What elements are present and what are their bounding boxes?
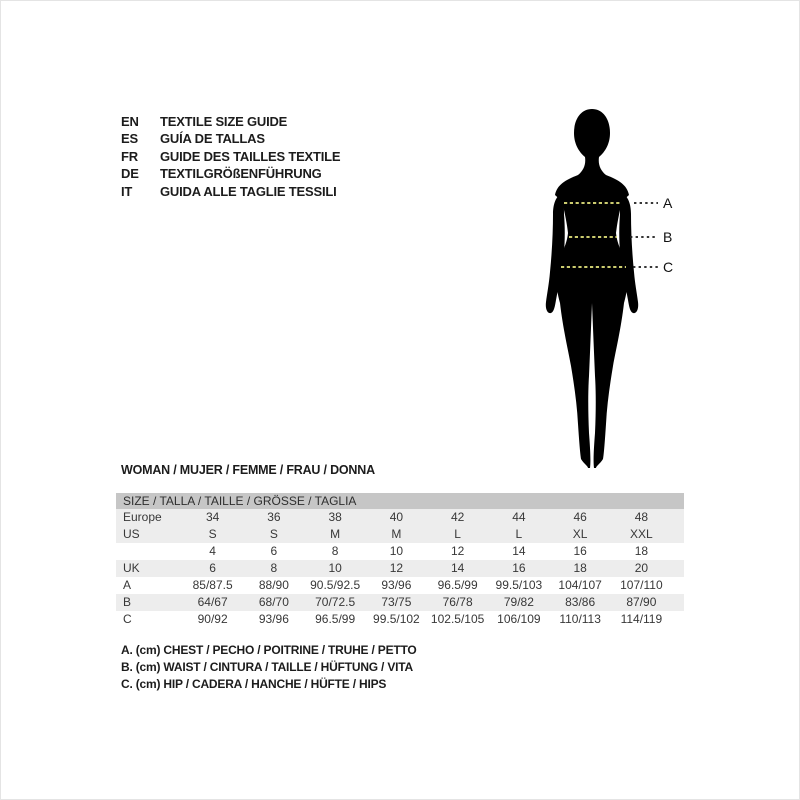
size-cell: 34 (205, 510, 220, 524)
size-cell: 40 (389, 510, 404, 524)
table-row-chest (116, 577, 684, 594)
size-cell: 12 (389, 561, 404, 575)
size-table-header: SIZE / TALLA / TAILLE / GRÖSSE / TAGLIA (116, 493, 684, 509)
size-cell: 79/82 (503, 595, 534, 609)
size-cell: 104/107 (558, 578, 602, 592)
measure-legend (121, 642, 417, 694)
measure-label-a: A (663, 195, 673, 211)
row-label: B (123, 595, 132, 609)
size-cell: 68/70 (258, 595, 289, 609)
language-label: TEXTILGRÖßENFÜHRUNG (160, 166, 322, 182)
language-label: GUIDE DES TAILLES TEXTILE (160, 148, 341, 164)
size-cell: 14 (512, 544, 526, 558)
size-cell: XXL (630, 527, 653, 541)
woman-silhouette (555, 109, 629, 468)
table-row-us-numeric (116, 543, 684, 560)
size-cell: 90.5/92.5 (310, 578, 361, 592)
size-cell: 6 (209, 561, 216, 575)
language-row (121, 165, 340, 182)
size-cell: 106/109 (497, 612, 541, 626)
size-cell: S (269, 527, 278, 541)
size-cell: 107/110 (620, 578, 663, 592)
table-row-us-letter (116, 526, 684, 543)
row-label (116, 543, 182, 560)
language-code: EN (121, 114, 139, 129)
table-row-uk (116, 560, 684, 577)
size-cell: 14 (450, 561, 465, 575)
size-cell: 102.5/105 (430, 612, 485, 626)
size-cell: 16 (512, 561, 526, 575)
table-row-europe (116, 509, 684, 526)
size-cell: 4 (209, 544, 216, 558)
size-cell: L (454, 527, 461, 541)
language-list (121, 113, 340, 200)
language-label: GUÍA DE TALLAS (160, 131, 265, 147)
size-cell: 90/92 (197, 612, 228, 626)
size-cell: 18 (634, 544, 649, 558)
size-cell: 114/119 (620, 612, 663, 626)
size-cell: 8 (270, 561, 278, 575)
size-cell: 96.5/99 (437, 578, 478, 592)
size-cell: 20 (634, 561, 649, 575)
language-row (121, 183, 340, 200)
language-row (121, 130, 340, 147)
size-cell: XL (572, 527, 588, 541)
size-cell: 99.5/102 (373, 612, 420, 626)
size-cell: S (208, 527, 217, 541)
size-cell: 96.5/99 (315, 612, 356, 626)
row-label: US (123, 527, 140, 541)
section-title: WOMAN / MUJER / FEMME / FRAU / DONNA (121, 463, 375, 477)
size-cell: M (330, 527, 341, 541)
size-cell: 36 (267, 510, 281, 524)
size-cell: 42 (450, 510, 465, 524)
size-cell: 93/96 (258, 612, 289, 626)
row-label: A (123, 578, 132, 592)
size-cell: 85/87.5 (192, 578, 233, 592)
language-row (121, 113, 340, 130)
size-cell: 93/96 (381, 578, 412, 592)
size-cell: 8 (331, 544, 339, 558)
language-label: GUIDA ALLE TAGLIE TESSILI (160, 183, 337, 199)
size-cell: 10 (328, 561, 342, 575)
measure-label-b: B (663, 229, 673, 245)
measurement-figure (536, 101, 696, 481)
size-cell: 73/75 (381, 595, 412, 609)
size-cell: 70/72.5 (315, 595, 356, 609)
size-table (116, 493, 684, 628)
size-cell: 12 (450, 544, 465, 558)
size-cell: L (515, 527, 523, 541)
size-cell: 16 (573, 544, 587, 558)
size-cell: 76/78 (442, 595, 473, 609)
language-code: DE (121, 166, 139, 182)
size-cell: 6 (270, 544, 278, 558)
size-cell: 83/86 (565, 595, 596, 609)
size-cell: 48 (634, 510, 649, 524)
size-cell: 110/113 (559, 612, 601, 626)
size-cell: 10 (389, 544, 404, 558)
size-cell: 18 (573, 561, 587, 575)
measure-label-c: C (663, 259, 674, 275)
table-row-hip (116, 611, 684, 628)
size-cell: 99.5/103 (495, 578, 543, 592)
legend-chest: A. (cm) CHEST / PECHO / POITRINE / TRUHE / PETTO (121, 643, 417, 657)
row-label: Europe (123, 510, 162, 524)
size-cell: 88/90 (258, 578, 289, 592)
row-label: UK (123, 561, 140, 575)
language-code: ES (121, 131, 138, 147)
table-row-waist (116, 594, 684, 611)
language-code: IT (121, 183, 133, 199)
size-cell: 44 (512, 510, 526, 524)
size-cell: 87/90 (626, 595, 657, 609)
language-code: FR (121, 148, 138, 164)
language-label: TEXTILE SIZE GUIDE (160, 114, 288, 129)
row-label: C (123, 612, 132, 626)
legend-hip: C. (cm) HIP / CADERA / HANCHE / HÜFTE / HIPS (121, 677, 387, 692)
language-row (121, 148, 340, 165)
legend-waist: B. (cm) WAIST / CINTURA / TAILLE / HÜFTUNG / VITA (121, 660, 413, 675)
size-cell: 64/67 (197, 595, 228, 609)
size-cell: 46 (573, 510, 587, 524)
size-cell: M (391, 527, 402, 541)
size-cell: 38 (328, 510, 342, 524)
